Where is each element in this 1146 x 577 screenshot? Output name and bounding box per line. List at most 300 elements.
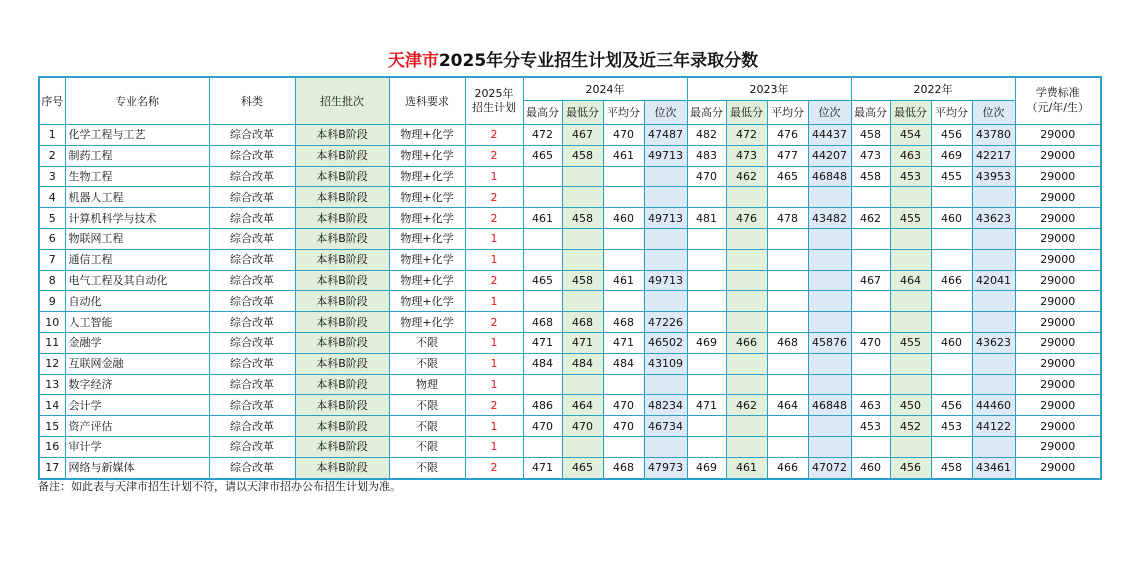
y2022-max-score-cell: 473 (851, 145, 890, 166)
y2022-max-score-cell: 463 (851, 395, 890, 416)
title-city: 天津市 (387, 51, 439, 71)
header-year-2024: 2024年 (523, 77, 687, 101)
fee-cell: 29000 (1015, 291, 1101, 312)
y2024-max-score-cell (523, 291, 562, 312)
plan-cell: 2 (465, 208, 523, 229)
batch-cell: 本科B阶段 (295, 208, 389, 229)
batch-cell: 本科B阶段 (295, 312, 389, 333)
y2022-rank-cell (972, 187, 1015, 208)
y2024-min-score-cell: 468 (562, 312, 603, 333)
y2022-rank-cell (972, 374, 1015, 395)
y2024-rank-cell (644, 187, 687, 208)
y2024-min-score-cell (562, 436, 603, 457)
plan-cell: 1 (465, 332, 523, 353)
y2024-rank-cell: 47973 (644, 457, 687, 478)
y2024-max-score-cell (523, 166, 562, 187)
plan-cell: 1 (465, 416, 523, 437)
major-cell: 人工智能 (65, 312, 209, 333)
y2023-rank-cell: 47072 (808, 457, 851, 478)
table-row (39, 145, 1101, 166)
sub-avg: 平均分 (931, 101, 972, 125)
fee-cell: 29000 (1015, 208, 1101, 229)
y2023-max-score-cell: 469 (687, 332, 726, 353)
category-cell: 综合改革 (209, 187, 295, 208)
y2023-max-score-cell: 470 (687, 166, 726, 187)
category-cell: 综合改革 (209, 312, 295, 333)
admission-table (38, 76, 1102, 480)
seq-cell: 11 (39, 332, 65, 353)
y2024-rank-cell (644, 374, 687, 395)
y2023-avg-score-cell: 477 (767, 145, 808, 166)
y2024-rank-cell (644, 249, 687, 270)
y2022-min-score-cell: 463 (890, 145, 931, 166)
major-cell: 金融学 (65, 332, 209, 353)
y2022-rank-cell: 44122 (972, 416, 1015, 437)
y2022-min-score-cell (890, 291, 931, 312)
y2024-max-score-cell (523, 436, 562, 457)
sub-min: 最低分 (562, 101, 603, 125)
y2022-rank-cell (972, 228, 1015, 249)
fee-cell: 29000 (1015, 125, 1101, 146)
y2024-min-score-cell: 465 (562, 457, 603, 478)
y2022-min-score-cell (890, 436, 931, 457)
y2023-max-score-cell (687, 436, 726, 457)
subject-cell: 物理+化学 (389, 187, 465, 208)
y2023-max-score-cell (687, 374, 726, 395)
category-cell: 综合改革 (209, 436, 295, 457)
y2023-min-score-cell (726, 228, 767, 249)
y2023-avg-score-cell: 476 (767, 125, 808, 146)
sub-avg: 平均分 (603, 101, 644, 125)
y2023-min-score-cell (726, 436, 767, 457)
y2022-max-score-cell (851, 228, 890, 249)
major-cell: 通信工程 (65, 249, 209, 270)
table-row (39, 125, 1101, 146)
seq-cell: 3 (39, 166, 65, 187)
y2022-rank-cell: 43780 (972, 125, 1015, 146)
plan-cell: 2 (465, 187, 523, 208)
y2024-max-score-cell: 471 (523, 332, 562, 353)
header-fee-line2: （元/年/生） (1026, 101, 1089, 114)
y2024-min-score-cell (562, 187, 603, 208)
sub-min: 最低分 (726, 101, 767, 125)
fee-cell: 29000 (1015, 436, 1101, 457)
y2022-avg-score-cell (931, 353, 972, 374)
y2023-rank-cell: 46848 (808, 395, 851, 416)
seq-cell: 13 (39, 374, 65, 395)
major-cell: 制药工程 (65, 145, 209, 166)
table-row (39, 208, 1101, 229)
y2023-min-score-cell: 461 (726, 457, 767, 478)
major-cell: 数字经济 (65, 374, 209, 395)
y2022-avg-score-cell: 458 (931, 457, 972, 478)
sub-rank: 位次 (644, 101, 687, 125)
subject-cell: 物理+化学 (389, 208, 465, 229)
y2023-max-score-cell (687, 416, 726, 437)
y2022-rank-cell (972, 353, 1015, 374)
y2024-avg-score-cell: 460 (603, 208, 644, 229)
y2022-max-score-cell: 453 (851, 416, 890, 437)
y2022-rank-cell: 44460 (972, 395, 1015, 416)
y2024-rank-cell (644, 436, 687, 457)
y2024-max-score-cell: 465 (523, 145, 562, 166)
y2022-max-score-cell: 460 (851, 457, 890, 478)
y2024-min-score-cell: 471 (562, 332, 603, 353)
y2024-avg-score-cell: 470 (603, 395, 644, 416)
y2023-max-score-cell: 469 (687, 457, 726, 478)
plan-cell: 1 (465, 436, 523, 457)
y2022-rank-cell (972, 312, 1015, 333)
y2022-min-score-cell: 450 (890, 395, 931, 416)
y2022-max-score-cell: 462 (851, 208, 890, 229)
y2023-max-score-cell: 471 (687, 395, 726, 416)
y2022-max-score-cell (851, 436, 890, 457)
seq-cell: 4 (39, 187, 65, 208)
subject-cell: 物理+化学 (389, 270, 465, 291)
y2022-max-score-cell (851, 312, 890, 333)
y2023-avg-score-cell: 478 (767, 208, 808, 229)
category-cell: 综合改革 (209, 270, 295, 291)
major-cell: 资产评估 (65, 416, 209, 437)
batch-cell: 本科B阶段 (295, 249, 389, 270)
y2022-avg-score-cell: 466 (931, 270, 972, 291)
subject-cell: 物理+化学 (389, 166, 465, 187)
y2022-avg-score-cell: 460 (931, 208, 972, 229)
y2023-min-score-cell (726, 291, 767, 312)
category-cell: 综合改革 (209, 291, 295, 312)
y2023-max-score-cell: 483 (687, 145, 726, 166)
y2024-avg-score-cell: 471 (603, 332, 644, 353)
y2022-avg-score-cell (931, 374, 972, 395)
header-major: 专业名称 (65, 77, 209, 125)
y2023-min-score-cell: 472 (726, 125, 767, 146)
y2023-max-score-cell (687, 228, 726, 249)
subject-cell: 不限 (389, 395, 465, 416)
y2022-max-score-cell (851, 353, 890, 374)
y2022-rank-cell (972, 291, 1015, 312)
y2024-min-score-cell: 470 (562, 416, 603, 437)
major-cell: 会计学 (65, 395, 209, 416)
y2023-avg-score-cell: 464 (767, 395, 808, 416)
subject-cell: 物理+化学 (389, 312, 465, 333)
y2023-min-score-cell: 473 (726, 145, 767, 166)
table-row (39, 436, 1101, 457)
subject-cell: 物理 (389, 374, 465, 395)
y2023-rank-cell: 43482 (808, 208, 851, 229)
table-row (39, 457, 1101, 478)
fee-cell: 29000 (1015, 249, 1101, 270)
y2023-rank-cell (808, 291, 851, 312)
subject-cell: 物理+化学 (389, 249, 465, 270)
subject-cell: 物理+化学 (389, 228, 465, 249)
y2022-max-score-cell: 458 (851, 125, 890, 146)
fee-cell: 29000 (1015, 166, 1101, 187)
y2024-max-score-cell: 486 (523, 395, 562, 416)
y2022-min-score-cell: 464 (890, 270, 931, 291)
y2023-rank-cell (808, 228, 851, 249)
y2022-avg-score-cell: 460 (931, 332, 972, 353)
y2022-avg-score-cell (931, 187, 972, 208)
seq-cell: 9 (39, 291, 65, 312)
y2024-max-score-cell: 461 (523, 208, 562, 229)
y2023-rank-cell (808, 353, 851, 374)
plan-cell: 1 (465, 374, 523, 395)
batch-cell: 本科B阶段 (295, 228, 389, 249)
y2024-avg-score-cell (603, 249, 644, 270)
table-row (39, 228, 1101, 249)
y2023-max-score-cell: 482 (687, 125, 726, 146)
y2023-min-score-cell: 462 (726, 395, 767, 416)
batch-cell: 本科B阶段 (295, 125, 389, 146)
y2023-rank-cell (808, 270, 851, 291)
y2024-avg-score-cell: 468 (603, 312, 644, 333)
y2023-min-score-cell (726, 312, 767, 333)
y2024-rank-cell: 49713 (644, 145, 687, 166)
y2024-rank-cell (644, 228, 687, 249)
y2022-rank-cell: 43623 (972, 332, 1015, 353)
table-row (39, 249, 1101, 270)
major-cell: 机器人工程 (65, 187, 209, 208)
y2022-min-score-cell: 456 (890, 457, 931, 478)
subject-cell: 不限 (389, 416, 465, 437)
y2022-max-score-cell (851, 374, 890, 395)
y2024-rank-cell: 49713 (644, 270, 687, 291)
y2022-rank-cell: 43461 (972, 457, 1015, 478)
y2024-rank-cell: 48234 (644, 395, 687, 416)
category-cell: 综合改革 (209, 353, 295, 374)
y2024-avg-score-cell (603, 187, 644, 208)
header-fee (1015, 77, 1101, 125)
seq-cell: 2 (39, 145, 65, 166)
sub-avg: 平均分 (767, 101, 808, 125)
subject-cell: 不限 (389, 332, 465, 353)
y2023-min-score-cell (726, 353, 767, 374)
y2022-min-score-cell: 455 (890, 208, 931, 229)
y2023-avg-score-cell (767, 187, 808, 208)
sub-max: 最高分 (523, 101, 562, 125)
table-row (39, 291, 1101, 312)
y2024-min-score-cell: 458 (562, 208, 603, 229)
header-seq: 序号 (39, 77, 65, 125)
y2022-min-score-cell: 454 (890, 125, 931, 146)
y2023-max-score-cell (687, 312, 726, 333)
sub-max: 最高分 (687, 101, 726, 125)
sub-rank: 位次 (972, 101, 1015, 125)
y2022-min-score-cell: 452 (890, 416, 931, 437)
y2023-avg-score-cell (767, 249, 808, 270)
batch-cell: 本科B阶段 (295, 166, 389, 187)
fee-cell: 29000 (1015, 374, 1101, 395)
major-cell: 网络与新媒体 (65, 457, 209, 478)
fee-cell: 29000 (1015, 228, 1101, 249)
table-row (39, 332, 1101, 353)
major-cell: 电气工程及其自动化 (65, 270, 209, 291)
major-cell: 计算机科学与技术 (65, 208, 209, 229)
y2024-max-score-cell (523, 374, 562, 395)
header-batch: 招生批次 (295, 77, 389, 125)
major-cell: 生物工程 (65, 166, 209, 187)
y2023-rank-cell (808, 416, 851, 437)
major-cell: 互联网金融 (65, 353, 209, 374)
y2023-rank-cell: 46848 (808, 166, 851, 187)
y2024-avg-score-cell: 461 (603, 270, 644, 291)
y2023-min-score-cell (726, 187, 767, 208)
batch-cell: 本科B阶段 (295, 353, 389, 374)
y2023-avg-score-cell (767, 374, 808, 395)
header-subject: 选科要求 (389, 77, 465, 125)
fee-cell: 29000 (1015, 145, 1101, 166)
y2023-avg-score-cell: 465 (767, 166, 808, 187)
category-cell: 综合改革 (209, 166, 295, 187)
y2024-avg-score-cell (603, 374, 644, 395)
fee-cell: 29000 (1015, 187, 1101, 208)
plan-cell: 1 (465, 353, 523, 374)
category-cell: 综合改革 (209, 125, 295, 146)
table-row (39, 166, 1101, 187)
sub-min: 最低分 (890, 101, 931, 125)
y2024-avg-score-cell (603, 436, 644, 457)
subject-cell: 物理+化学 (389, 291, 465, 312)
fee-cell: 29000 (1015, 457, 1101, 478)
y2024-rank-cell: 46734 (644, 416, 687, 437)
table-row (39, 270, 1101, 291)
y2023-avg-score-cell (767, 291, 808, 312)
y2022-avg-score-cell: 456 (931, 125, 972, 146)
y2024-min-score-cell: 458 (562, 270, 603, 291)
y2024-min-score-cell: 467 (562, 125, 603, 146)
sub-rank: 位次 (808, 101, 851, 125)
y2022-max-score-cell: 470 (851, 332, 890, 353)
y2024-avg-score-cell: 470 (603, 125, 644, 146)
y2024-max-score-cell: 470 (523, 416, 562, 437)
header-plan-line1: 2025年 (474, 87, 514, 101)
seq-cell: 17 (39, 457, 65, 478)
batch-cell: 本科B阶段 (295, 270, 389, 291)
y2024-max-score-cell: 472 (523, 125, 562, 146)
fee-cell: 29000 (1015, 332, 1101, 353)
plan-cell: 2 (465, 457, 523, 478)
y2023-avg-score-cell: 466 (767, 457, 808, 478)
category-cell: 综合改革 (209, 457, 295, 478)
y2022-rank-cell: 42041 (972, 270, 1015, 291)
y2023-avg-score-cell (767, 270, 808, 291)
batch-cell: 本科B阶段 (295, 291, 389, 312)
plan-cell: 2 (465, 312, 523, 333)
y2023-rank-cell: 44207 (808, 145, 851, 166)
y2022-rank-cell (972, 436, 1015, 457)
y2023-max-score-cell (687, 291, 726, 312)
y2024-rank-cell: 43109 (644, 353, 687, 374)
batch-cell: 本科B阶段 (295, 332, 389, 353)
table-row (39, 353, 1101, 374)
table-row (39, 187, 1101, 208)
plan-cell: 2 (465, 125, 523, 146)
plan-cell: 1 (465, 228, 523, 249)
y2024-min-score-cell: 464 (562, 395, 603, 416)
major-cell: 化学工程与工艺 (65, 125, 209, 146)
batch-cell: 本科B阶段 (295, 416, 389, 437)
y2024-min-score-cell (562, 291, 603, 312)
subject-cell: 不限 (389, 436, 465, 457)
y2024-min-score-cell (562, 249, 603, 270)
category-cell: 综合改革 (209, 228, 295, 249)
y2024-avg-score-cell (603, 291, 644, 312)
y2024-max-score-cell: 465 (523, 270, 562, 291)
fee-cell: 29000 (1015, 312, 1101, 333)
y2023-rank-cell (808, 436, 851, 457)
category-cell: 综合改革 (209, 145, 295, 166)
header-year-2022: 2022年 (851, 77, 1015, 101)
y2024-max-score-cell: 484 (523, 353, 562, 374)
y2023-max-score-cell (687, 353, 726, 374)
y2023-min-score-cell (726, 270, 767, 291)
table-row (39, 416, 1101, 437)
y2023-max-score-cell (687, 187, 726, 208)
header-fee-line1: 学费标准 (1035, 86, 1080, 100)
y2023-avg-score-cell (767, 228, 808, 249)
y2024-rank-cell: 49713 (644, 208, 687, 229)
y2022-min-score-cell: 455 (890, 332, 931, 353)
category-cell: 综合改革 (209, 208, 295, 229)
y2023-min-score-cell: 466 (726, 332, 767, 353)
batch-cell: 本科B阶段 (295, 374, 389, 395)
table-row (39, 312, 1101, 333)
y2024-avg-score-cell: 484 (603, 353, 644, 374)
y2022-avg-score-cell (931, 312, 972, 333)
y2023-rank-cell (808, 249, 851, 270)
seq-cell: 16 (39, 436, 65, 457)
footnote: 备注：如此表与天津市招生计划不符，请以天津市招办公布招生计划为准。 (38, 480, 401, 493)
major-cell: 审计学 (65, 436, 209, 457)
header-year-2023: 2023年 (687, 77, 851, 101)
seq-cell: 7 (39, 249, 65, 270)
y2024-max-score-cell (523, 187, 562, 208)
y2023-avg-score-cell (767, 353, 808, 374)
y2023-rank-cell (808, 312, 851, 333)
y2022-rank-cell: 42217 (972, 145, 1015, 166)
y2022-min-score-cell (890, 312, 931, 333)
y2024-rank-cell (644, 291, 687, 312)
fee-cell: 29000 (1015, 270, 1101, 291)
y2022-avg-score-cell: 453 (931, 416, 972, 437)
y2024-max-score-cell: 468 (523, 312, 562, 333)
y2023-min-score-cell (726, 374, 767, 395)
seq-cell: 10 (39, 312, 65, 333)
subject-cell: 物理+化学 (389, 125, 465, 146)
batch-cell: 本科B阶段 (295, 436, 389, 457)
y2022-min-score-cell (890, 228, 931, 249)
category-cell: 综合改革 (209, 374, 295, 395)
seq-cell: 6 (39, 228, 65, 249)
plan-cell: 1 (465, 291, 523, 312)
y2022-min-score-cell (890, 353, 931, 374)
subject-cell: 不限 (389, 457, 465, 478)
y2022-avg-score-cell (931, 228, 972, 249)
y2024-avg-score-cell: 468 (603, 457, 644, 478)
y2023-rank-cell (808, 187, 851, 208)
y2024-rank-cell: 47487 (644, 125, 687, 146)
table-row (39, 395, 1101, 416)
y2024-rank-cell: 46502 (644, 332, 687, 353)
batch-cell: 本科B阶段 (295, 395, 389, 416)
category-cell: 综合改革 (209, 249, 295, 270)
y2024-avg-score-cell: 461 (603, 145, 644, 166)
y2022-max-score-cell: 467 (851, 270, 890, 291)
y2023-avg-score-cell (767, 312, 808, 333)
page-title (0, 46, 1146, 71)
plan-cell: 1 (465, 166, 523, 187)
y2024-avg-score-cell (603, 166, 644, 187)
